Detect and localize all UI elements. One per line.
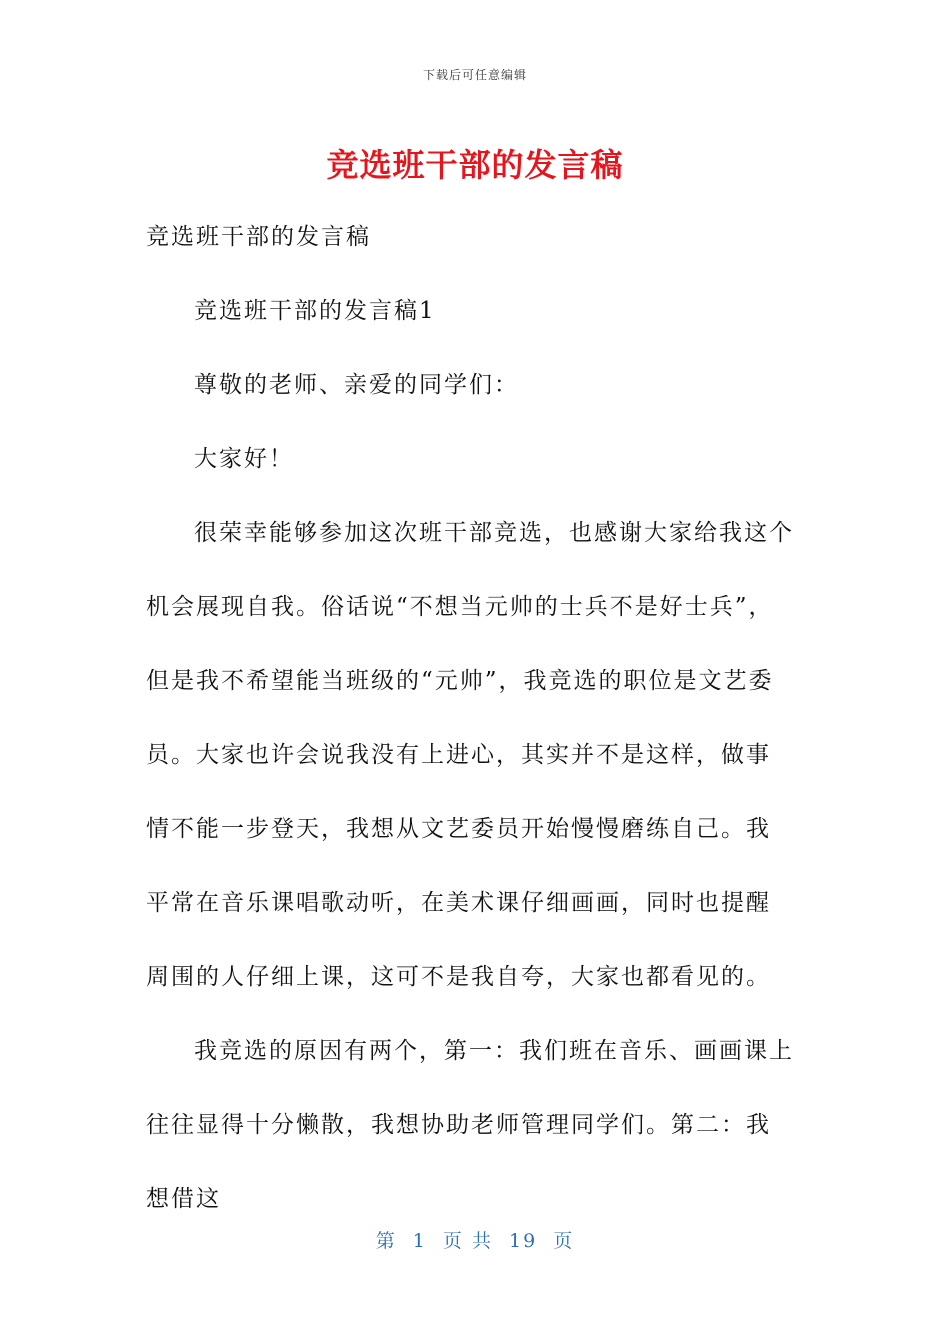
paragraph-section-heading: 竞选班干部的发言稿1 bbox=[194, 298, 436, 324]
paragraph-body: 我竞选的原因有两个，第一：我们班在音乐、画画课上往往显得十分懒散，我想协助老师管理同学们。第二：我想借这 bbox=[146, 1038, 794, 1212]
paragraph-salutation: 尊敬的老师、亲爱的同学们： bbox=[194, 372, 519, 398]
page-suffix: 页 bbox=[553, 1230, 575, 1252]
document-title: 竞选班干部的发言稿 bbox=[326, 146, 624, 184]
document-body bbox=[146, 200, 794, 1236]
page-prefix: 第 bbox=[375, 1230, 397, 1252]
paragraph-subtitle: 竞选班干部的发言稿 bbox=[146, 224, 371, 250]
paragraph-greeting: 大家好！ bbox=[194, 446, 294, 472]
page-current: 1 bbox=[412, 1230, 427, 1252]
page-middle: 页 共 bbox=[442, 1230, 493, 1252]
page-number bbox=[0, 1226, 950, 1253]
page-total: 19 bbox=[509, 1230, 538, 1252]
paragraph-body: 很荣幸能够参加这次班干部竞选，也感谢大家给我这个机会展现自我。俗话说“不想当元帅的士兵不是好士兵”，但是我不希望能当班级的“元帅”，我竞选的职位是文艺委员。大家也许会说我没有上进心，其实并不是这样，做事情不能一步登天，我想从文艺委员开始慢慢磨练自己。我平常在音乐课唱歌动听，在美术课仔细画画，同时也提醒周围的人仔细上课，这可不是我自夸，大家也都看见的。 bbox=[146, 520, 794, 990]
header-note: 下载后可任意编辑 bbox=[422, 68, 527, 82]
